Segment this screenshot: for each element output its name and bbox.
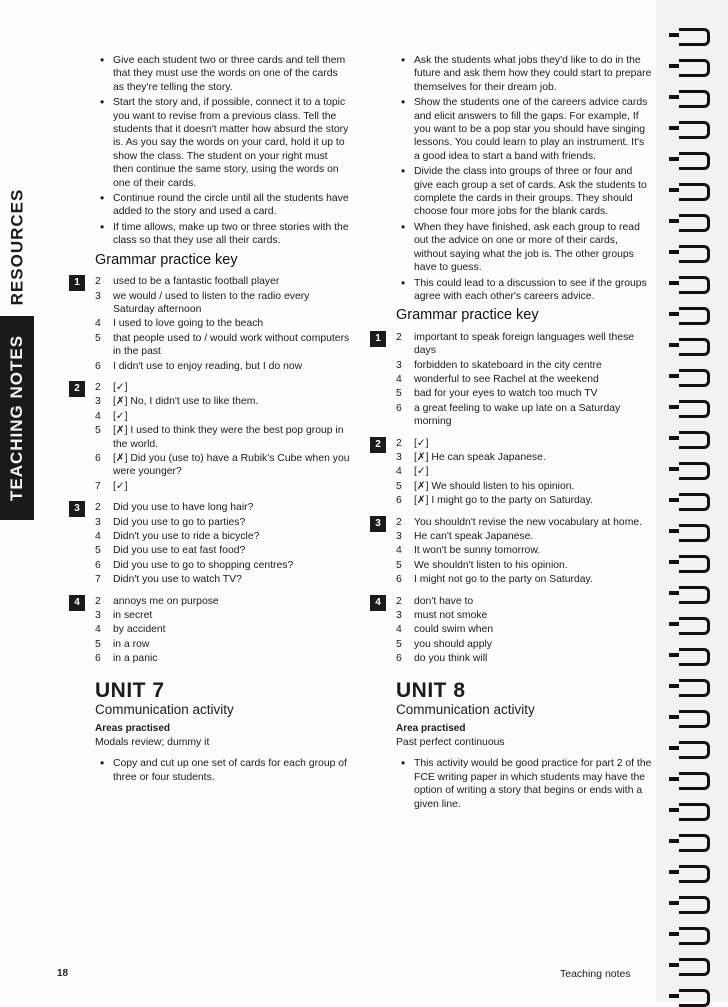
answer-text: that people used to / would work without computers in the past (113, 332, 350, 358)
binding-ring-icon (679, 152, 710, 170)
bullet-item (396, 221, 652, 275)
areas-heading: Area practised (396, 723, 466, 735)
answer-number: 6 (95, 559, 101, 571)
binding-ring-icon (679, 586, 710, 604)
bullet-list (396, 54, 652, 303)
exercise-number-badge: 4 (370, 595, 386, 611)
exercise-block (375, 437, 652, 508)
answer-text: [✓] (113, 480, 128, 492)
binding-ring-icon (679, 90, 710, 108)
bullet-text: This could lead to a discussion to see if the groups agree with each other's careers advice. (414, 277, 647, 302)
answer-text: forbidden to skateboard in the city centre (414, 359, 602, 371)
answer-number: 5 (396, 388, 402, 400)
answer-number: 6 (396, 495, 402, 507)
answer-text: must not smoke (414, 610, 488, 622)
activity-heading: Communication activity (396, 702, 535, 718)
answer-number: 2 (396, 516, 402, 528)
bullet-text: Give each student two or three cards and tell them that they must use the words on one of the cards as they're telling the story. (113, 55, 346, 93)
resources-tab (0, 178, 34, 316)
answer-text: we would / used to listen to the radio every Saturday afternoon (113, 290, 310, 315)
answer-item (95, 317, 350, 330)
bullet-icon: • (100, 53, 105, 67)
binding-ring-icon (679, 59, 710, 77)
answer-item (396, 530, 652, 543)
answer-item (95, 410, 350, 423)
binding-ring-icon (679, 617, 710, 635)
answer-item (396, 465, 652, 478)
answer-text: [✗] We should listen to his opinion. (414, 480, 575, 492)
binding-ring-icon (679, 183, 710, 201)
bullet-item (396, 54, 652, 94)
binding-ring-icon (679, 28, 710, 46)
answer-item (396, 559, 652, 572)
answer-item (95, 360, 350, 373)
answer-number: 6 (95, 452, 101, 464)
answer-text: [✗] I used to think they were the best pop group in the world. (113, 425, 344, 450)
unit-heading: UNIT 7 (95, 678, 165, 702)
answer-item (95, 452, 350, 479)
answer-item (396, 595, 652, 608)
bullet-text: When they have finished, ask each group to read out the advice on one or more of their cards, without saying what the job is. The other groups have to guess. (414, 221, 640, 274)
answer-text: [✓] (414, 437, 429, 449)
answer-item (396, 609, 652, 622)
answer-item (95, 530, 350, 543)
answer-item (396, 331, 652, 358)
bullet-text: If time allows, make up two or three stories with the class so that they use all their cards. (113, 221, 349, 247)
answer-number: 3 (95, 516, 101, 528)
unit-bullet-list (95, 757, 350, 784)
exercise-number-badge: 2 (69, 381, 85, 397)
answer-item (396, 480, 652, 493)
exercise-block (375, 331, 652, 429)
binding-ring-icon (679, 524, 710, 542)
answer-text: [✓] (113, 410, 128, 422)
bullet-text: This activity would be good practice for part 2 of the FCE writing paper in which students may have the option of writing a story that begins or ends with a given line. (414, 758, 652, 810)
answer-text: you should apply (414, 638, 492, 650)
binding-ring-icon (679, 245, 710, 263)
grammar-heading: Grammar practice key (95, 251, 238, 268)
exercise-block (74, 595, 350, 666)
unit-heading: UNIT 8 (396, 678, 466, 702)
grammar-heading: Grammar practice key (396, 307, 539, 324)
answer-item (396, 451, 652, 464)
answer-text: in a row (113, 638, 150, 650)
bullet-item (95, 96, 350, 190)
bullet-text: Divide the class into groups of three or four and give each group a set of cards. Ask the students to complete the cards in their groups. They should choose four more jobs for the blank cards. (414, 166, 647, 218)
answer-number: 2 (95, 502, 101, 514)
answer-item (95, 559, 350, 572)
answer-number: 3 (396, 531, 402, 542)
bullet-icon: • (401, 219, 406, 234)
answer-text: used to be a fantastic football player (113, 276, 280, 288)
binding-ring-icon (679, 462, 710, 480)
answer-number: 5 (95, 332, 101, 344)
answer-item (95, 480, 350, 493)
exercise-block (375, 595, 652, 666)
left-column (74, 53, 350, 786)
bullet-icon: • (401, 95, 406, 110)
teaching-notes-tab (0, 316, 34, 520)
binding-ring-icon (679, 648, 710, 666)
binding-ring-icon (679, 431, 710, 449)
bullet-icon: • (401, 275, 406, 290)
answer-number: 3 (396, 359, 402, 371)
answer-number: 5 (396, 480, 402, 492)
binding-ring-icon (679, 958, 710, 976)
binding-ring-icon (679, 803, 710, 821)
bullet-item (95, 192, 350, 219)
answer-number: 4 (95, 624, 101, 636)
answer-text: [✗] He can speak Japanese. (414, 451, 546, 463)
bullet-item (396, 96, 652, 163)
activity-heading: Communication activity (95, 702, 234, 718)
answer-number: 4 (396, 624, 402, 636)
binding-ring-icon (679, 896, 710, 914)
answer-item (396, 544, 652, 557)
exercise-block (74, 381, 350, 493)
answer-item (95, 516, 350, 529)
spiral-binding (656, 0, 728, 1002)
answer-number: 4 (95, 318, 101, 330)
answer-text: could swim when (414, 624, 494, 636)
answer-item (396, 652, 652, 665)
answer-item (396, 402, 652, 429)
answer-number: 6 (396, 402, 402, 414)
bullet-icon: • (100, 191, 105, 206)
answer-item (95, 395, 350, 408)
answer-item (95, 652, 350, 665)
page-number: 18 (57, 968, 69, 979)
answer-text: I used to love going to the beach (113, 318, 264, 330)
answer-item (396, 516, 652, 529)
answer-number: 2 (95, 381, 101, 393)
answer-number: 5 (95, 545, 101, 557)
bullet-icon: • (100, 756, 105, 771)
answer-text: Did you use to go to parties? (113, 516, 246, 528)
answer-item (95, 544, 350, 557)
answer-text: I might not go to the party on Saturday. (414, 574, 593, 586)
answer-number: 3 (95, 396, 101, 408)
bullet-icon: • (100, 219, 105, 234)
answer-number: 4 (396, 545, 402, 557)
answer-text: Did you use to have long hair? (113, 502, 254, 514)
binding-ring-icon (679, 121, 710, 139)
answer-number: 2 (396, 595, 402, 607)
answer-number: 3 (396, 451, 402, 463)
exercise-number-badge: 3 (69, 501, 85, 517)
answer-text: bad for your eyes to watch too much TV (414, 388, 598, 400)
grammar-key (74, 275, 350, 666)
bullet-icon: • (100, 95, 105, 110)
binding-ring-icon (679, 493, 710, 511)
answer-item (396, 494, 652, 507)
areas-text: Past perfect continuous (396, 736, 505, 748)
binding-ring-icon (679, 276, 710, 294)
bullet-item (95, 221, 350, 248)
answer-text: We shouldn't listen to his opinion. (414, 559, 568, 571)
bullet-text: Copy and cut up one set of cards for each group of three or four students. (113, 758, 347, 783)
answer-number: 2 (95, 595, 101, 607)
bullet-item (396, 757, 652, 811)
answer-text: I didn't use to enjoy reading, but I do now (113, 360, 303, 372)
answer-text: do you think will (414, 653, 488, 665)
answer-number: 3 (95, 610, 101, 622)
bullet-icon: • (401, 756, 406, 771)
answer-item (396, 623, 652, 636)
exercise-number-badge: 1 (370, 331, 386, 347)
answer-text: Did you use to eat fast food? (113, 545, 246, 557)
bullet-text: Continue round the circle until all the students have added to the story and used a card. (113, 193, 349, 218)
binding-ring-icon (679, 307, 710, 325)
answer-text: [✗] No, I didn't use to like them. (113, 396, 259, 408)
bullet-icon: • (401, 53, 406, 67)
answer-text: a great feeling to wake up late on a Saturday morning (414, 402, 621, 428)
answer-item (396, 638, 652, 651)
binding-ring-icon (679, 834, 710, 852)
binding-ring-icon (679, 710, 710, 728)
exercise-number-badge: 3 (370, 516, 386, 532)
answer-text: in a panic (113, 653, 158, 665)
answer-item (95, 623, 350, 636)
answer-number: 5 (95, 638, 101, 650)
answer-item (95, 275, 350, 288)
binding-ring-icon (679, 989, 710, 1007)
answer-number: 2 (396, 331, 402, 343)
answer-text: [✗] I might go to the party on Saturday. (414, 495, 593, 507)
answer-number: 3 (396, 610, 402, 622)
bullet-item (396, 277, 652, 304)
bullet-text: Start the story and, if possible, connect it to a topic you want to revise from a previous class. Tell the students that it doesn't matter how absurd the story is. As you say the words on your card, hold it up to show the class. The student on your right must then continue the same story, using the words on one of their cards. (113, 97, 349, 189)
answer-item (95, 290, 350, 317)
answer-item (396, 373, 652, 386)
answer-number: 2 (396, 437, 402, 449)
answer-text: You shouldn't revise the new vocabulary at home. (414, 516, 643, 528)
areas-heading: Areas practised (95, 723, 171, 735)
answer-text: in secret (113, 610, 153, 622)
answer-text: wonderful to see Rachel at the weekend (414, 373, 599, 385)
answer-text: [✓] (113, 381, 128, 393)
grammar-key (375, 331, 652, 666)
answer-text: Didn't you use to watch TV? (113, 574, 242, 586)
answer-text: important to speak foreign languages well these days (414, 331, 635, 357)
answer-item (396, 387, 652, 400)
exercise-number-badge: 4 (69, 595, 85, 611)
answer-number: 2 (95, 276, 101, 288)
answer-item (95, 595, 350, 608)
answer-text: Didn't you use to ride a bicycle? (113, 531, 260, 542)
answer-text: Did you use to go to shopping centres? (113, 559, 294, 571)
answer-text: by accident (113, 624, 166, 636)
answer-item (95, 381, 350, 394)
footer-section-title: Teaching notes (560, 968, 631, 980)
binding-ring-icon (679, 927, 710, 945)
answer-number: 6 (95, 360, 101, 372)
answer-item (95, 609, 350, 622)
binding-ring-icon (679, 400, 710, 418)
exercise-block (375, 516, 652, 587)
answer-number: 4 (95, 531, 101, 542)
answer-number: 5 (396, 638, 402, 650)
bullet-item (95, 54, 350, 94)
answer-item (95, 501, 350, 514)
resources-label: RESOURCES (7, 188, 26, 306)
answer-number: 4 (95, 410, 101, 422)
answer-text: don't have to (414, 595, 474, 607)
answer-item (95, 424, 350, 451)
answer-number: 5 (95, 425, 101, 437)
answer-number: 7 (95, 480, 101, 492)
right-column (375, 53, 652, 813)
bullet-item (396, 165, 652, 219)
answer-item (95, 332, 350, 359)
binding-ring-icon (679, 772, 710, 790)
exercise-block (74, 501, 350, 586)
answer-number: 6 (396, 653, 402, 665)
answer-number: 7 (95, 574, 101, 586)
areas-text: Modals review; dummy it (95, 736, 210, 748)
binding-ring-icon (679, 679, 710, 697)
answer-number: 4 (396, 373, 402, 385)
exercise-number-badge: 2 (370, 437, 386, 453)
answer-number: 3 (95, 290, 101, 302)
answer-number: 6 (396, 574, 402, 586)
unit-bullet-list (396, 757, 652, 811)
bullet-icon: • (401, 164, 406, 179)
bullet-list (95, 54, 350, 248)
binding-ring-icon (679, 741, 710, 759)
answer-text: [✓] (414, 466, 429, 478)
bullet-text: Show the students one of the careers advice cards and elicit answers to fill the gaps. For example, If you want to be a pop star you should have singing lessons. You could learn to play an instrument. It's a good idea to start a band with friends. (414, 97, 648, 162)
answer-text: He can't speak Japanese. (414, 531, 534, 542)
answer-item (396, 437, 652, 450)
answer-item (396, 573, 652, 586)
binding-ring-icon (679, 214, 710, 232)
bullet-text: Ask the students what jobs they'd like to do in the future and ask them how they could start to prepare themselves for their dream job. (414, 55, 652, 93)
answer-number: 6 (95, 653, 101, 665)
answer-text: It won't be sunny tomorrow. (414, 545, 541, 557)
answer-number: 5 (396, 559, 402, 571)
binding-ring-icon (679, 555, 710, 573)
exercise-number-badge: 1 (69, 275, 85, 291)
answer-item (95, 638, 350, 651)
answer-number: 4 (396, 466, 402, 478)
answer-item (95, 573, 350, 586)
binding-ring-icon (679, 338, 710, 356)
binding-ring-icon (679, 369, 710, 387)
exercise-block (74, 275, 350, 373)
answer-text: [✗] Did you (use to) have a Rubik's Cube when you were younger? (113, 452, 350, 478)
answer-text: annoys me on purpose (113, 595, 219, 607)
answer-item (396, 359, 652, 372)
binding-ring-icon (679, 865, 710, 883)
bullet-item (95, 757, 350, 784)
teaching-notes-label: TEACHING NOTES (7, 334, 26, 502)
